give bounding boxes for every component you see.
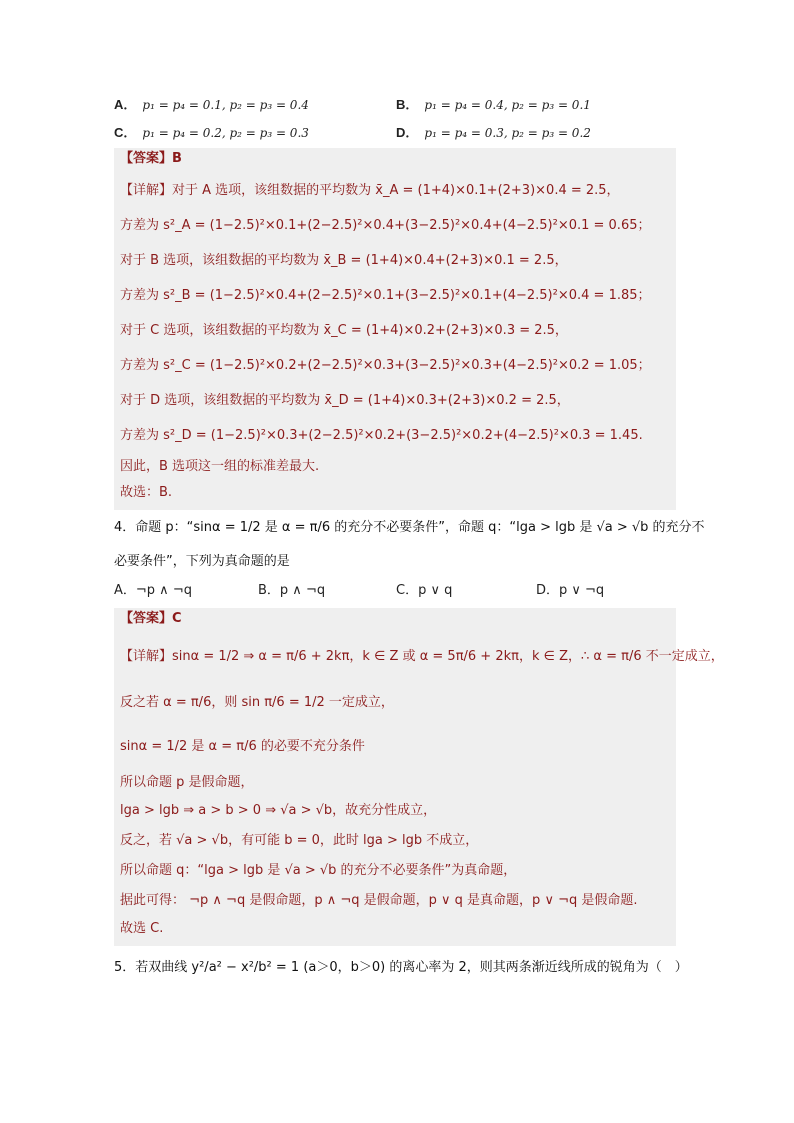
q4-option-a: A．¬p ∧ ¬q (114, 583, 192, 598)
option-text: p₁ = p₄ = 0.2, p₂ = p₃ = 0.3 (142, 126, 309, 140)
option-letter: A． (114, 97, 137, 112)
q3-option-c (114, 124, 309, 143)
option-letter: B． (396, 97, 419, 112)
answer-tag: 【答案】C (120, 611, 182, 626)
q4-option-c: C．p ∨ q (396, 583, 453, 598)
solution-line: 【详解】sinα = 1/2 ⇒ α = π/6 + 2kπ，k ∈ Z 或 α = 5π/6 + 2kπ，k ∈ Z，∴ α = π/6 不一定成立， (120, 649, 724, 664)
solution-line: 据此可得： ¬p ∧ ¬q 是假命题，p ∧ ¬q 是假命题，p ∨ q 是真命题，p ∨ ¬q 是假命题. (120, 893, 638, 908)
q4-stem-line2: 必要条件”，下列为真命题的是 (114, 554, 290, 569)
q5-stem: 5．若双曲线 y²/a² − x²/b² = 1 (a＞0，b＞0) 的离心率为 2，则其两条渐近线所成的锐角为（ ） (114, 960, 688, 975)
q3-solution-block (114, 148, 676, 510)
q4-solution-block (114, 608, 724, 946)
option-letter: C． (114, 125, 137, 140)
option-text: p₁ = p₄ = 0.1, p₂ = p₃ = 0.4 (142, 98, 309, 112)
solution-line: 故选：B. (120, 485, 173, 500)
answer-tag: 【答案】B (120, 151, 182, 166)
q4-option-b: B．p ∧ ¬q (258, 583, 326, 598)
solution-line: 方差为 s²_A = (1−2.5)²×0.1+(2−2.5)²×0.4+(3−2.5)²×0.4+(4−2.5)²×0.1 = 0.65； (120, 218, 651, 233)
q3-option-b (396, 96, 591, 115)
option-letter: D． (396, 125, 419, 140)
solution-line: 因此，B 选项这一组的标准差最大. (120, 459, 320, 474)
solution-line: 反之，若 √a > √b，有可能 b = 0，此时 lga > lgb 不成立， (120, 833, 479, 848)
solution-line: sinα = 1/2 是 α = π/6 的必要不充分条件 (120, 739, 365, 754)
solution-line: lga > lgb ⇒ a > b > 0 ⇒ √a > √b，故充分性成立， (120, 803, 437, 818)
solution-line: 方差为 s²_D = (1−2.5)²×0.3+(2−2.5)²×0.2+(3−2.5)²×0.2+(4−2.5)²×0.3 = 1.45. (120, 428, 643, 443)
solution-line: 对于 D 选项，该组数据的平均数为 x̄_D = (1+4)×0.3+(2+3)×0.2 = 2.5， (120, 393, 570, 408)
solution-line: 方差为 s²_C = (1−2.5)²×0.2+(2−2.5)²×0.3+(3−2.5)²×0.3+(4−2.5)²×0.2 = 1.05； (120, 358, 651, 373)
q3-option-d (396, 124, 591, 143)
solution-line: 故选 C. (120, 921, 164, 936)
solution-line: 【详解】对于 A 选项，该组数据的平均数为 x̄_A = (1+4)×0.1+(2+3)×0.4 = 2.5， (120, 183, 620, 198)
q3-option-a (114, 96, 309, 115)
solution-line: 所以命题 q：“lga > lgb 是 √a > √b 的充分不必要条件”为真命题， (120, 863, 517, 878)
solution-line: 方差为 s²_B = (1−2.5)²×0.4+(2−2.5)²×0.1+(3−2.5)²×0.1+(4−2.5)²×0.4 = 1.85； (120, 288, 651, 303)
option-text: p₁ = p₄ = 0.4, p₂ = p₃ = 0.1 (424, 98, 591, 112)
option-text: p₁ = p₄ = 0.3, p₂ = p₃ = 0.2 (424, 126, 591, 140)
q4-option-d: D．p ∨ ¬q (536, 583, 605, 598)
solution-line: 反之若 α = π/6，则 sin π/6 = 1/2 一定成立， (120, 695, 394, 710)
solution-line: 对于 B 选项，该组数据的平均数为 x̄_B = (1+4)×0.4+(2+3)×0.1 = 2.5， (120, 253, 568, 268)
solution-line: 对于 C 选项，该组数据的平均数为 x̄_C = (1+4)×0.2+(2+3)×0.3 = 2.5， (120, 323, 568, 338)
solution-line: 所以命题 p 是假命题， (120, 775, 254, 790)
q4-stem-line1: 4．命题 p：“sinα = 1/2 是 α = π/6 的充分不必要条件”，命题 q：“lga > lgb 是 √a > √b 的充分不 (114, 520, 705, 535)
